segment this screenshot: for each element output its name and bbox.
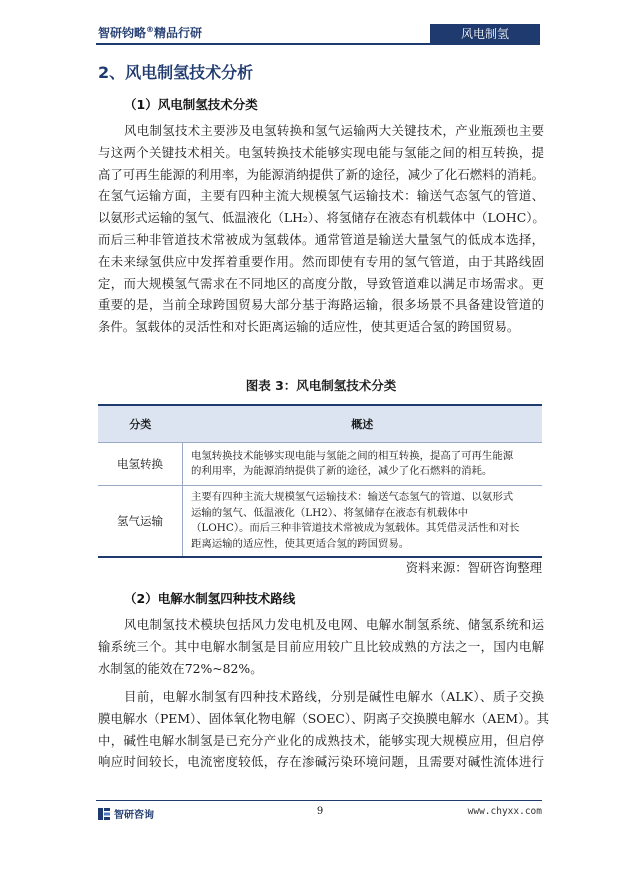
- subsection-title-2: （2）电解水制氢四种技术路线: [124, 591, 296, 606]
- registered-mark: ®: [146, 25, 155, 34]
- footer-url: www.chyxx.com: [467, 806, 542, 817]
- brand-suffix: 精品行研: [154, 26, 203, 40]
- subsection-title-1: （1）风电制氢技术分类: [124, 97, 258, 112]
- paragraph-line: 在未来绿氢供应中发挥着重要作用。然而即使有专用的氢气管道，由于其路线固: [98, 253, 544, 269]
- paragraph-line: 水制氢的能效在72%~82%。: [98, 660, 263, 676]
- tech-classification-table: [98, 404, 542, 558]
- footer-divider: [96, 800, 542, 801]
- paragraph-line: 膜电解水（PEM）、固体氧化物电解（SOEC）、阴离子交换膜电解水（AEM）。其: [98, 710, 550, 726]
- paragraph-line: 中，碱性电解水制氢是已充分产业化的成熟技术，能够实现大规模应用，但启停: [98, 732, 544, 748]
- cell-line: 的利用率，为能源消纳提供了新的途径，减少了化石燃料的消耗。: [191, 465, 493, 477]
- paragraph-line: 以氨形式运输的氢气、低温液化（LH₂）、将氢储存在液态有机载体中（LOHC）。: [98, 210, 545, 226]
- table-cell-category: 电氢转换: [98, 443, 183, 486]
- paragraph-1: [98, 120, 544, 338]
- table-header-category: 分类: [98, 405, 183, 443]
- paragraph-line: 目前，电解水制氢有四种技术路线，分别是碱性电解水（ALK）、质子交换: [124, 689, 544, 704]
- brand-title: [98, 24, 202, 41]
- source-note: 资料来源：智研咨询整理: [405, 560, 542, 575]
- paragraph-line: 而后三种非管道技术常被成为氢载体。通常管道是输送大量氢气的低成本选择，: [98, 231, 544, 247]
- table-row: [98, 486, 542, 558]
- paragraph-line: 输系统三个。其中电解水制氢是目前应用较广且比较成熟的方法之一，国内电解: [98, 638, 544, 654]
- paragraph-line: 在氢气运输方面，主要有四种主流大规模氢气运输技术：输送气态氢气的管道、: [98, 188, 544, 204]
- paragraph-3: [98, 686, 550, 773]
- table-header-overview: 概述: [183, 405, 543, 443]
- paragraph-line: 风电制氢技术主要涉及电氢转换和氢气运输两大关键技术，产业瓶颈也主要: [124, 123, 544, 138]
- paragraph-line: 与这两个关键技术相关。电氢转换技术能够实现电能与氢能之间的相互转换，提: [98, 144, 544, 160]
- table-cell-category: 氢气运输: [98, 486, 183, 558]
- paragraph-line: 重要的是，当前全球跨国贸易大部分基于海路运输，很多场景不具备建设管道的: [98, 297, 544, 313]
- paragraph-line: 风电制氢技术模块包括风力发电机及电网、电解水制氢系统、储氢系统和运: [124, 617, 544, 632]
- table-cell-overview: [183, 443, 543, 486]
- cell-line: 距离运输的适应性，使其更适合氢的跨国贸易。: [191, 537, 410, 550]
- footer-logo-text: 智研咨询: [114, 810, 154, 821]
- section-title: 2、风电制氢技术分析: [98, 63, 254, 82]
- table-row: [98, 443, 542, 486]
- cell-line: 运输的氢气、低温液化（LH2）、将氢储存在液态有机载体中: [191, 506, 469, 519]
- page-number: 9: [316, 806, 324, 817]
- table-cell-overview: [183, 486, 543, 558]
- header-divider: [96, 43, 540, 45]
- paragraph-line: 响应时间较长，电流密度较低，存在渗碱污染环境问题，且需要对碱性流体进行: [98, 754, 544, 770]
- paragraph-line: 定，而大规模氢气需求在不同地区的高度分散，导致管道难以满足市场需求。更: [98, 275, 544, 291]
- footer-logo: [98, 806, 154, 821]
- company-logo-icon: [98, 808, 110, 820]
- paragraph-line: 条件。氢载体的灵活性和对长距离运输的适应性，使其更适合氢的跨国贸易。: [98, 319, 520, 335]
- paragraph-line: 高了可再生能源的利用率，为能源消纳提供了新的途径，减少了化石燃料的消耗。: [98, 166, 545, 182]
- page-header: [0, 0, 628, 50]
- cell-line: （LOHC）。而后三种非管道技术常被成为氢载体。其凭借灵活性和对长: [191, 522, 520, 534]
- brand-prefix: 智研钧略: [98, 26, 147, 40]
- header-topic-tab: 风电制氢: [430, 24, 540, 44]
- table-header-row: [98, 405, 542, 443]
- paragraph-2: [98, 614, 544, 679]
- cell-line: 主要有四种主流大规模氢气运输技术：输送气态氢气的管道、以氨形式: [191, 491, 514, 503]
- figure-title: 图表 3：风电制氢技术分类: [245, 378, 397, 393]
- cell-line: 电氢转换技术能够实现电能与氢能之间的相互转换，提高了可再生能源: [191, 449, 514, 462]
